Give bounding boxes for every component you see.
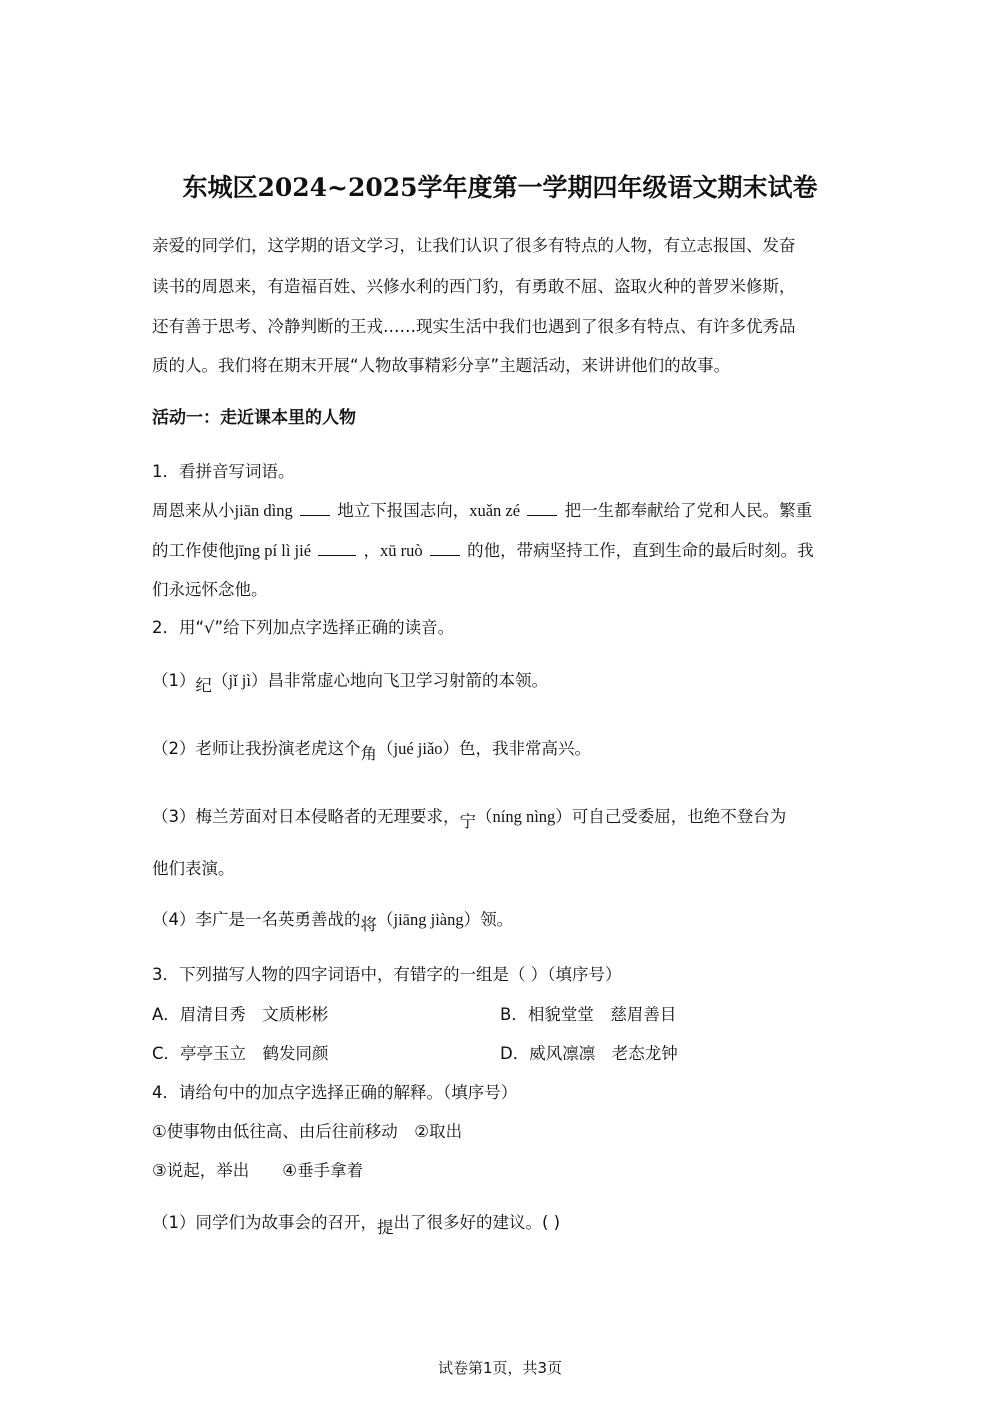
pinyin-2: xuǎn zé <box>469 501 521 520</box>
dotted-char: 将 <box>360 915 377 934</box>
pinyin-options[interactable]: （jǐ jì） <box>212 671 268 690</box>
q3-option-a[interactable]: A．眉清目秀 文质彬彬 <box>152 1005 329 1024</box>
q2-item-3: （3）梅兰芳面对日本侵略者的无理要求，宁（níng nìng）可自己受委屈，也绝不登台为 <box>152 807 787 831</box>
q4-item-1: （1）同学们为故事会的召开，提出了很多好的建议。( ) <box>152 1213 561 1237</box>
dotted-char: 提 <box>377 1218 394 1237</box>
q3-label: 3．下列描写人物的四字词语中，有错字的一组是（ ）（填序号） <box>152 965 622 984</box>
dotted-char: 角 <box>360 744 377 763</box>
q2-item-3-cont: 他们表演。 <box>152 859 235 878</box>
pinyin-3: jīng pí lì jié <box>234 541 312 560</box>
pinyin-1: jiān dìng <box>234 501 293 520</box>
q1-line-1: 周恩来从小jiān dìng 地立下报国志向，xuǎn zé 把一生都奉献给了党和人民。繁重 <box>152 501 813 520</box>
q2-item-2: （2）老师让我扮演老虎这个角（jué jiǎo）色，我非常高兴。 <box>152 739 592 763</box>
intro-line-3: 还有善于思考、冷静判断的王戎……现实生活中我们也遇到了很多有特点、有许多优秀品 <box>152 317 796 336</box>
pinyin-options[interactable]: （jué jiǎo） <box>377 739 460 758</box>
q4-options-1: ①使事物由低往高、由后往前移动 ②取出 <box>152 1122 463 1141</box>
pinyin-options[interactable]: （níng nìng） <box>476 807 572 826</box>
answer-blank-4[interactable] <box>430 541 460 556</box>
intro-line-1: 亲爱的同学们，这学期的语文学习，让我们认识了很多有特点的人物，有立志报国、发奋 <box>152 236 796 255</box>
intro-line-2: 读书的周恩来，有造福百姓、兴修水利的西门豹，有勇敢不屈、盗取火种的普罗米修斯， <box>152 277 796 296</box>
q2-label: 2．用“√”给下列加点字选择正确的读音。 <box>152 618 455 637</box>
q1-line-3: 们永远怀念他。 <box>152 580 268 599</box>
page-title: 东城区2024~2025学年度第一学期四年级语文期末试卷 <box>182 173 818 202</box>
q2-item-1: （1）纪（jǐ jì）昌非常虚心地向飞卫学习射箭的本领。 <box>152 671 548 695</box>
pinyin-4: xū ruò <box>380 541 423 560</box>
intro-line-4: 质的人。我们将在期末开展“人物故事精彩分享”主题活动，来讲讲他们的故事。 <box>152 356 731 375</box>
answer-blank-1[interactable] <box>300 501 330 516</box>
answer-paren[interactable]: 出了很多好的建议。( ) <box>393 1213 561 1232</box>
q3-option-b[interactable]: B．相貌堂堂 慈眉善目 <box>500 1005 677 1024</box>
q1-label: 1．看拼音写词语。 <box>152 462 295 481</box>
answer-blank-3[interactable] <box>318 541 356 556</box>
q4-label: 4．请给句中的加点字选择正确的解释。（填序号） <box>152 1083 518 1102</box>
q2-item-4: （4）李广是一名英勇善战的将（jiāng jiàng）领。 <box>152 910 514 934</box>
dotted-char: 纪 <box>195 676 212 695</box>
dotted-char: 宁 <box>459 812 476 831</box>
answer-blank-2[interactable] <box>527 501 557 516</box>
q1-line-2: 的工作使他jīng pí lì jié ，xū ruò 的他，带病坚持工作，直到生命的最后时刻。我 <box>152 541 814 560</box>
section-heading: 活动一：走近课本里的人物 <box>152 408 356 428</box>
page-footer: 试卷第1页，共3页 <box>437 1359 563 1377</box>
q4-options-2: ③说起，举出 ④垂手拿着 <box>152 1161 364 1180</box>
pinyin-options[interactable]: （jiāng jiàng） <box>377 910 481 929</box>
q3-option-d[interactable]: D．威风凛凛 老态龙钟 <box>500 1044 678 1063</box>
q3-option-c[interactable]: C．亭亭玉立 鹤发同颜 <box>152 1044 329 1063</box>
